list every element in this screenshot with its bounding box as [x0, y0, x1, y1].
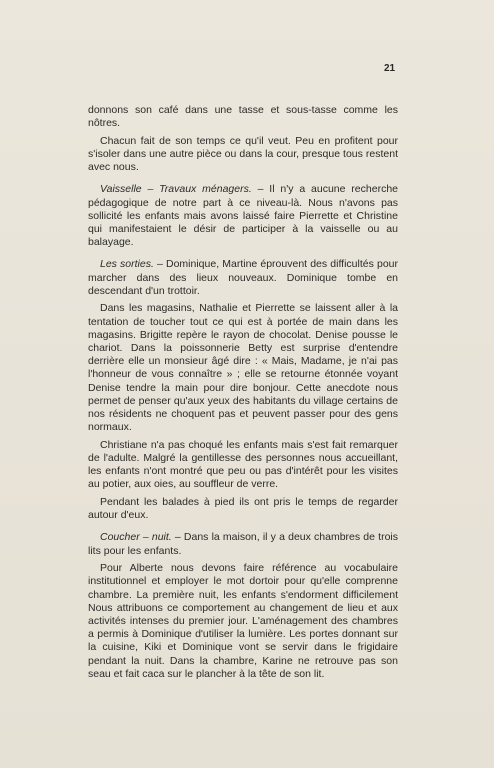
paragraph-coffee: donnons son café dans une tasse et sous-tasse comme les nôtres.	[88, 104, 398, 130]
paragraph-outings-text: – Dominique, Martine éprouvent des difficultés pour marcher dans des lieux nouveaux. Dominique tombe en descendant d'un trottoir.	[88, 258, 398, 297]
page-number: 21	[384, 63, 396, 74]
paragraph-walks: Pendant les balades à pied ils ont pris le temps de regarder autour d'eux.	[88, 496, 398, 522]
paragraph-dishes	[88, 183, 398, 249]
section-heading-bedtime: Coucher – nuit.	[100, 531, 172, 544]
paragraph-free-time: Chacun fait de son temps ce qu'il veut. Peu en profitent pour s'isoler dans une autre pièce ou dans la cour, presque tous restent avec nous.	[88, 134, 398, 174]
paragraph-bedtime-text: – Dans la maison, il y a deux chambres de trois lits pour les enfants.	[88, 531, 398, 557]
paragraph-alberte: Pour Alberte nous devons faire référence au vocabulaire institutionnel et employer le mot dortoir pour qu'elle comprenne chambre. La première nuit, les enfants s'endorment difficilement Nous attribuons ce comportement au changement de lieu et aux activités intenses du premier jour. L'aménagement des chambres a permis à Dominique d'utiliser la lumière. Les portes donnant sur la cuisine, Kiki et Dominique vont se servir dans le frigidaire pendant la nuit. Dans la chambre, Karine ne retrouve pas son seau et fait caca sur le plancher à la tête de son lit.	[88, 562, 398, 680]
body-text	[88, 104, 398, 685]
paragraph-bedtime	[88, 531, 398, 557]
paragraph-christiane: Christiane n'a pas choqué les enfants mais s'est fait remarquer de l'adulte. Malgré la gentillesse des personnes nous accueillant, les enfants n'ont montré que peu ou pas d'intérêt pour les visites au potier, aux oies, au souffleur de verre.	[88, 438, 398, 491]
section-heading-dishes: Vaisselle – Travaux ménagers.	[100, 183, 252, 196]
paragraph-shops: Dans les magasins, Nathalie et Pierrette se laissent aller à la tentation de toucher tout ce qui est à portée de main dans les magasins. Brigitte repère le rayon de chocolat. Denise pousse le chariot. Dans la poissonnerie Betty est surprise d'entendre derrière elle un monsieur âgé dire : « Mais, Madame, je n'ai pas l'honneur de vous connaître » ; elle se retourne étonnée voyant Denise tendre la main pour dire bonjour. Cette anecdote nous permet de penser qu'aux yeux des habitants du village certains de nos résidents ne choquent pas et peuvent passer pour des gens normaux.	[88, 302, 398, 434]
paragraph-dishes-text: – Il n'y a aucune recherche pédagogique de notre part à ce niveau-là. Nous n'avons pas sollicité les enfants mais avons laissé faire Pierrette et Christine qui manifestaient le désir de participer à la vaisselle ou au balayage.	[88, 183, 398, 249]
section-heading-outings: Les sorties.	[100, 258, 154, 271]
paragraph-outings	[88, 258, 398, 298]
